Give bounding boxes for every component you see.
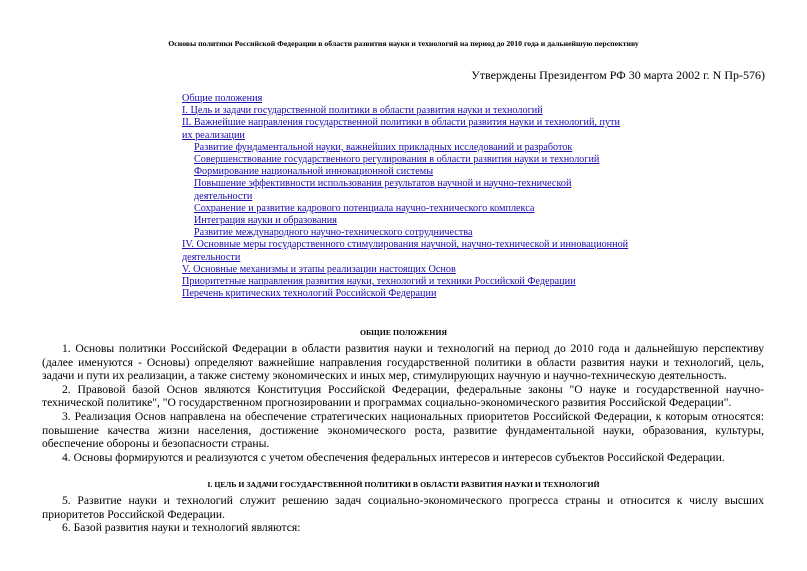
paragraph-4: 4. Основы формируются и реализуются с учетом обеспечения федеральных интересов и интересов субъектов Российской Федерации. [62,450,725,464]
toc-link-section-4[interactable]: IV. Основные меры государственного стимулирования научной, научно-технической и инновационной деятельности [182,239,629,263]
toc-link-efficiency[interactable]: Повышение эффективности использования результатов научной и научно-технической деятельности [194,178,572,202]
toc-link-critical-technologies[interactable]: Перечень критических технологий Российской Федерации [182,288,437,300]
section-body-general [42,342,764,464]
toc-link-science-education[interactable]: Интеграция науки и образования [194,215,337,227]
paragraph-5: 5. Развитие науки и технологий служит решению задач социально-экономического прогресса страны и относится к числу высших приоритетов Российской Федерации. [42,494,764,521]
toc-link-section-2[interactable]: II. Важнейшие направления государственной политики в области развития науки и технологий, пути их реализации [182,117,620,141]
toc-link-priorities[interactable]: Приоритетные направления развития науки, технологий и техники Российской Федерации [182,276,576,288]
table-of-contents [182,93,632,300]
toc-link-fundamental-science[interactable]: Развитие фундаментальной науки, важнейших прикладных исследований и разработок [194,141,573,153]
document-title: Основы политики Российской Федерации в области развития науки и технологий на период до 2010 года и дальнейшую перспективу [168,39,639,48]
toc-link-general-provisions[interactable]: Общие положения [182,93,263,104]
toc-link-international[interactable]: Развитие международного научно-технического сотрудничества [194,227,473,239]
paragraph-2: 2. Правовой базой Основ являются Конституция Российской Федерации, федеральные законы "О науке и государственной научно-технической политике", "О государственном прогнозировании и программах социально-экономического развития Российской Федерации". [42,382,764,410]
toc-link-innovation-system[interactable]: Формирование национальной инновационной системы [194,166,434,178]
paragraph-3: 3. Реализация Основ направлена на обеспечение стратегических национальных приоритетов Российской Федерации, к которым относятся: повышение качества жизни населения, достижение экономического роста, развитие фундаментальной науки, образования, культуры, обеспечение обороны и безопасности страны. [42,409,764,451]
toc-link-personnel[interactable]: Сохранение и развитие кадрового потенциала научно-технического комплекса [194,202,535,214]
toc-link-section-1[interactable]: I. Цель и задачи государственной политики в области развития науки и технологий [182,105,543,117]
toc-link-section-5[interactable]: V. Основные механизмы и этапы реализации настоящих Основ [182,263,456,275]
section-body-goals [42,494,764,535]
section-heading-general: ОБЩИЕ ПОЛОЖЕНИЯ [359,328,448,337]
section-heading-goals: I. ЦЕЛЬ И ЗАДАЧИ ГОСУДАРСТВЕННОЙ ПОЛИТИКИ В ОБЛАСТИ РАЗВИТИЯ НАУКИ И ТЕХНОЛОГИЙ [207,480,600,489]
paragraph-1: 1. Основы политики Российской Федерации в области развития науки и технологий на период до 2010 года и дальнейшую перспективу (далее именуются - Основы) определяют важнейшие направления государственной политики в области развития науки и технологий, цель, задачи и пути их реализации, а также систему экономических и иных мер, стимулирующих научную и научно-техническую деятельность. [42,342,764,383]
toc-link-state-regulation[interactable]: Совершенствование государственного регулирования в области развития науки и технологий [194,154,600,166]
paragraph-6: 6. Базой развития науки и технологий являются: [62,521,301,535]
approval-note: Утверждены Президентом РФ 30 марта 2002 г. N Пр-576) [471,68,765,82]
